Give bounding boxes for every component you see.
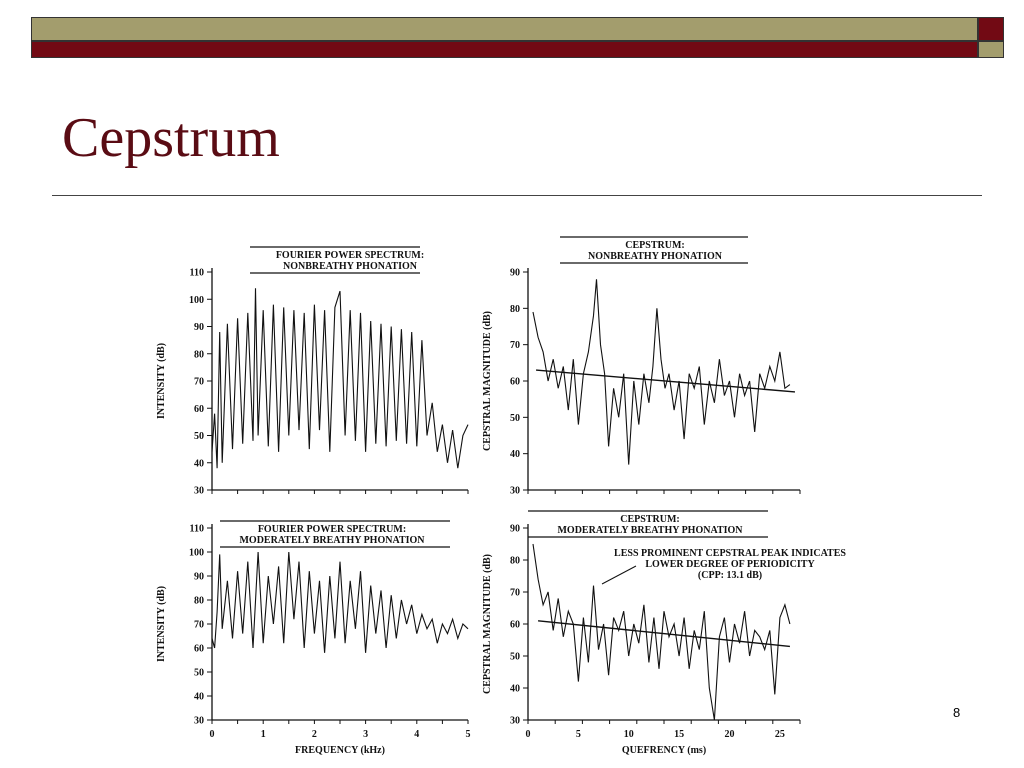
y-tick-label: 50 (510, 412, 520, 424)
chart-subtitle: MODERATELY BREATHY PHONATION (557, 525, 743, 536)
y-tick-label: 80 (510, 555, 520, 567)
x-tick-label: 10 (623, 729, 634, 740)
y-tick-label: 110 (189, 267, 204, 279)
y-tick-label: 110 (189, 523, 204, 535)
slide-number: 8 (953, 705, 961, 720)
chart-subtitle: NONBREATHY PHONATION (588, 251, 722, 262)
header-square-maroon (978, 17, 1004, 41)
y-axis-label: INTENSITY (dB) (156, 342, 167, 420)
x-tick-label: 25 (774, 729, 785, 740)
x-tick-label: 20 (724, 729, 735, 740)
chart-subtitle: NONBREATHY PHONATION (283, 261, 417, 272)
y-tick-label: 90 (510, 523, 520, 535)
x-tick-label: 5 (465, 729, 471, 740)
annotation-pointer (602, 566, 636, 584)
y-tick-label: 50 (194, 431, 204, 442)
y-tick-label: 90 (510, 267, 520, 279)
chart-title: CEPSTRUM: (620, 514, 680, 525)
x-tick-label: 0 (525, 729, 531, 740)
y-tick-label: 70 (194, 376, 204, 388)
y-tick-label: 100 (189, 547, 204, 559)
x-tick-label: 15 (674, 729, 685, 740)
series-line (212, 552, 468, 653)
y-tick-label: 70 (194, 619, 204, 631)
y-axis-label: CEPSTRAL MAGNITUDE (dB) (482, 553, 493, 695)
header-band-olive (31, 17, 978, 41)
y-tick-label: 30 (194, 485, 204, 497)
annotation-text: LESS PROMINENT CEPSTRAL PEAK INDICATES (614, 548, 846, 559)
x-axis-label: QUEFRENCY (ms) (621, 745, 707, 756)
y-tick-label: 90 (194, 322, 204, 333)
y-tick-label: 80 (510, 303, 520, 315)
x-tick-label: 0 (209, 729, 215, 740)
x-tick-label: 2 (311, 729, 317, 740)
y-tick-label: 40 (194, 458, 204, 470)
x-tick-label: 1 (260, 729, 266, 740)
y-tick-label: 30 (510, 485, 520, 497)
series-line (533, 279, 790, 464)
chart-subtitle: MODERATELY BREATHY PHONATION (239, 535, 425, 546)
y-tick-label: 90 (194, 571, 204, 583)
header-band-maroon (31, 41, 978, 58)
annotation-text: (CPP: 13.1 dB) (697, 570, 763, 581)
y-tick-label: 60 (510, 376, 520, 388)
y-tick-label: 50 (510, 651, 520, 663)
y-axis-label: INTENSITY (dB) (156, 585, 167, 663)
chart-title: FOURIER POWER SPECTRUM: (257, 524, 407, 535)
header-square-olive (978, 41, 1004, 58)
y-tick-label: 40 (510, 449, 520, 461)
chart-title: FOURIER POWER SPECTRUM: (275, 250, 425, 261)
annotation-text: LOWER DEGREE OF PERIODICITY (645, 559, 815, 570)
y-tick-label: 60 (510, 619, 520, 631)
y-tick-label: 60 (194, 403, 204, 415)
cepstrum-figure (150, 232, 846, 762)
y-tick-label: 40 (194, 691, 204, 703)
x-tick-label: 5 (575, 729, 581, 740)
y-tick-label: 30 (510, 715, 520, 727)
y-axis-label: CEPSTRAL MAGNITUDE (dB) (482, 310, 493, 452)
y-tick-label: 30 (194, 715, 204, 727)
title-rule (52, 195, 982, 196)
x-tick-label: 3 (363, 729, 369, 740)
chart-title: CEPSTRUM: (625, 240, 685, 251)
y-tick-label: 80 (194, 595, 204, 607)
y-tick-label: 50 (194, 667, 204, 679)
regression-line (538, 621, 790, 647)
y-tick-label: 60 (194, 643, 204, 655)
x-tick-label: 4 (414, 729, 420, 740)
series-line (212, 288, 468, 468)
y-tick-label: 40 (510, 683, 520, 695)
y-tick-label: 70 (510, 340, 520, 352)
slide-title: Cepstrum (62, 107, 280, 169)
y-tick-label: 70 (510, 587, 520, 599)
y-tick-label: 100 (189, 294, 204, 306)
x-axis-label: FREQUENCY (kHz) (295, 745, 385, 756)
y-tick-label: 80 (194, 349, 204, 361)
